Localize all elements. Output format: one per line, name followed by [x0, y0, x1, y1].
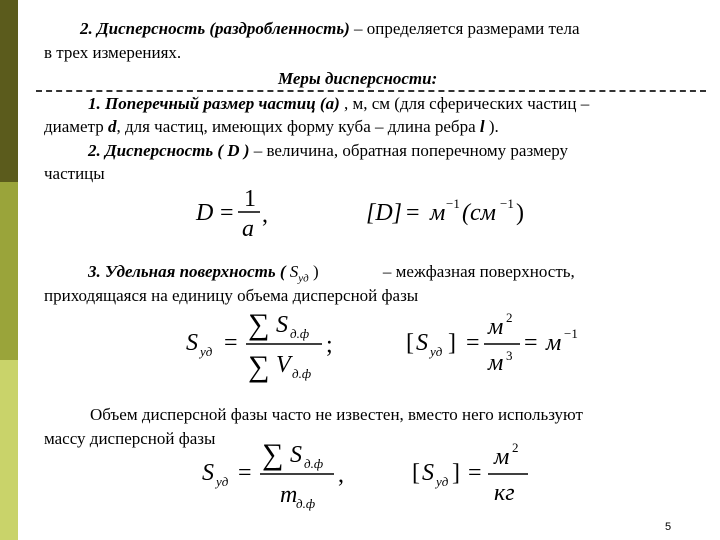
- f1-comma: ,: [262, 202, 268, 228]
- item3-line-1: [88, 262, 575, 288]
- f3-unit-equals: =: [468, 460, 482, 486]
- f3-num-s: S: [290, 442, 302, 468]
- dispersity-term: 2. Дисперсность (раздробленность): [80, 19, 350, 38]
- f2-s-subscript: уд: [200, 344, 213, 359]
- f1-close-paren: ): [516, 200, 524, 226]
- item3-line-2: приходящаяся на единицу объема дисперсной фазы: [44, 286, 419, 305]
- para4-line-2: массу дисперсной фазы: [44, 429, 216, 448]
- intro-line-1: [80, 19, 580, 39]
- item1-line-1: [88, 94, 589, 114]
- f3-unit-s: S: [422, 460, 434, 486]
- f2-unit-s: S: [416, 330, 428, 356]
- f1-denominator: a: [242, 216, 254, 242]
- f2-num-exp: 2: [506, 310, 513, 325]
- para4-line-1: Объем дисперсной фазы часто не известен, вместо него используют: [90, 405, 583, 424]
- sidebar-segment-light: [0, 360, 18, 540]
- dashed-divider: [36, 90, 706, 92]
- f3-den-m: m: [280, 482, 298, 508]
- item1-cube-text: , для частиц, имеющих форму куба – длина ребра: [116, 117, 480, 136]
- f1-numerator: 1: [244, 186, 256, 212]
- f3-s-symbol: S: [202, 460, 214, 486]
- page-number: 5: [665, 521, 672, 533]
- item3-s-subscript: уд: [298, 272, 309, 285]
- f2-result-exp: −1: [564, 326, 578, 341]
- sidebar-color-bar: [0, 0, 18, 540]
- item3-paren-open: (: [275, 262, 290, 281]
- item3-text: – межфазная поверхность,: [378, 262, 575, 281]
- item2-line-2: частицы: [44, 164, 105, 183]
- f2-bracket-close: ]: [448, 330, 456, 356]
- dispersity-definition: – определяется размерами тела: [349, 19, 580, 38]
- f2-num-sub: д.ф: [290, 326, 310, 341]
- f3-den-sub: д.ф: [296, 496, 316, 511]
- f1-d-symbol: D: [196, 200, 214, 226]
- f2-num-m: м: [488, 314, 504, 340]
- f2-bracket-open: [: [406, 330, 414, 356]
- item1-l-symbol: l: [479, 117, 485, 136]
- f2-unit-equals: =: [466, 330, 480, 356]
- f2-s-symbol: S: [186, 330, 198, 356]
- f1-unit-exp: −1: [446, 196, 460, 211]
- item1-line-2: [44, 117, 499, 137]
- item3-term: 3. Удельная поверхность: [88, 262, 276, 281]
- item3-paren-close: ): [308, 262, 319, 281]
- item1-text: , м, см (для сферических частиц –: [339, 94, 590, 113]
- item1-diameter-text: диаметр: [44, 117, 108, 136]
- sidebar-segment-mid: [0, 182, 18, 360]
- f2-num-s: S: [276, 312, 288, 338]
- item3-s-symbol: S: [289, 262, 299, 281]
- f2-den-exp: 3: [506, 348, 513, 363]
- f2-den-v: V: [276, 352, 291, 378]
- section-heading: Меры дисперсности:: [278, 69, 438, 88]
- f1-unit-cm-exp: −1: [500, 196, 514, 211]
- f3-comma: ,: [338, 462, 344, 488]
- f3-unit-sub: уд: [436, 474, 449, 489]
- f3-equals: =: [238, 460, 252, 486]
- f3-den-kg: кг: [494, 480, 515, 506]
- f2-unit-sub: уд: [430, 344, 443, 359]
- f2-result-m: м: [546, 330, 562, 356]
- f2-result-equals: =: [524, 330, 538, 356]
- item2-term: 2. Дисперсность ( D ): [88, 141, 250, 160]
- f2-den-m: м: [488, 350, 504, 376]
- formula-specific-surface: [180, 306, 600, 386]
- item2-text: – величина, обратная поперечному размеру: [249, 141, 569, 160]
- f3-num-m: м: [494, 444, 510, 470]
- f1-unit-equals: =: [406, 200, 420, 226]
- intro-line-2: в трех измерениях.: [44, 43, 182, 62]
- item1-term: 1. Поперечный размер частиц (a): [88, 94, 340, 113]
- item1-d-symbol: d: [107, 117, 117, 136]
- formula-dispersity: [190, 184, 530, 244]
- f1-equals: =: [220, 200, 234, 226]
- f2-equals: =: [224, 330, 238, 356]
- item1-close-text: ).: [484, 117, 499, 136]
- formula-mass-specific-surface: [196, 436, 556, 516]
- f3-num-exp: 2: [512, 440, 519, 455]
- f2-sum-top: ∑: [248, 308, 270, 341]
- f1-unit-m: м: [430, 200, 446, 226]
- f2-sum-bottom: ∑: [248, 350, 270, 383]
- item2-line-1: [88, 141, 568, 161]
- f3-bracket-open: [: [412, 460, 420, 486]
- f3-s-subscript: уд: [216, 474, 229, 489]
- f2-den-sub: д.ф: [292, 366, 312, 381]
- f3-bracket-close: ]: [452, 460, 460, 486]
- f1-unit-left: [D]: [366, 200, 403, 226]
- f3-sum: ∑: [262, 438, 284, 471]
- sidebar-segment-dark: [0, 0, 18, 182]
- f3-num-sub: д.ф: [304, 456, 324, 471]
- f2-semicolon: ;: [326, 332, 333, 358]
- f1-unit-cm: (см: [462, 200, 496, 226]
